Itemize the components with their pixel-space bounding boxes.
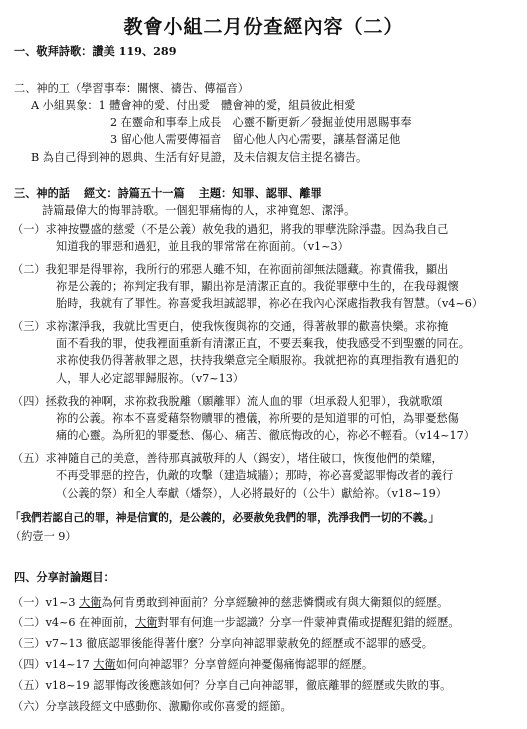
paragraph-3-line: 求祢使我仍得著赦罪之恩，扶持我樂意完全順服祢。我就把祢的真理指教有過犯的 (56, 354, 459, 367)
prayer-item: B 為自己得到神的恩典、生活有好見證，及未信親友信主提名禱告。 (31, 151, 368, 164)
intro-line: 詩篇最偉大的悔罪詩歌。一個犯罪痛悔的人，求神寬恕、潔淨。 (42, 204, 356, 217)
question-2 (12, 616, 459, 630)
section-gods-work-heading: 二、神的工（學習事奉：關懷、禱告、傳福音） (14, 82, 249, 95)
question-1 (12, 596, 448, 610)
section-worship-songs (14, 44, 177, 58)
vision-line-1: A 小組異象：1 體會神的愛、付出愛 體會神的愛，組員彼此相愛 (31, 99, 356, 112)
song-numbers: 讚美 119、289 (92, 44, 177, 58)
key-verse-reference: （約壹一 9） (10, 530, 77, 543)
paragraph-1-line: 知道我的罪惡和過犯，並且我的罪常常在祢面前。（v1~3） (56, 240, 349, 253)
question-text: 如何向神認罪？分享曾經向神憂傷痛悔認罪的經歷。 (115, 658, 374, 671)
question-6: （六）分享該段經文中感動你、激勵你或你喜愛的經節。 (12, 700, 292, 713)
paragraph-3-line: 面不看我的罪，使我裡面重新有清潔正直，不要丟棄我，使我感受不到聖靈的同在。 (56, 337, 470, 350)
paragraph-5-line: （公義的祭）和全人奉獻（燔祭），人必將最好的（公牛）獻給祢。（v18~19） (56, 487, 447, 500)
question-text: 對罪有何進一步認識？分享一件蒙神責備或提醒犯錯的經歷。 (157, 616, 460, 629)
section-label: 三、神的話 (14, 186, 70, 200)
section-label: 一、敬拜詩歌： (14, 44, 93, 58)
paragraph-3-line: （三）求祢潔淨我，我就比雪更白，使我恢復與祢的交通，得著赦罪的歡喜快樂。求祢掩 (12, 320, 449, 333)
paragraph-2-line: 祢是公義的；祢判定我有罪，顯出祢是清潔正直的。我從罪孽中生的，在我母親懷 (56, 280, 459, 293)
vision-line-3: 3 留心他人需要傳福音 留心他人內心需要，讓基督滿足他 (110, 133, 401, 146)
paragraph-4-line: 痛的心靈。為所犯的罪憂愁、傷心、痛苦、徹底悔改的心，祢必不輕看。（v14~17） (56, 429, 475, 442)
underlined-name: 大衛 (93, 658, 116, 671)
paragraph-5-line: （五）求神隨自己的美意，善待那真誠敬拜的人（錫安），堵住破口，恢復他們的榮耀， (12, 452, 443, 465)
question-text: 為何肯勇敢到神面前？分享經驗神的慈悲憐憫或有與大衛類似的經歷。 (101, 596, 449, 609)
question-4 (12, 658, 373, 672)
scripture-ref: 經文：詩篇五十一篇 (83, 186, 185, 200)
question-3: （三）v7~13 徹底認罪後能得著什麼？分享向神認罪蒙赦免的經歷或不認罪的感受。 (12, 637, 433, 650)
question-5: （五）v18~19 認罪悔改後應該如何？分享自己向神認罪，徹底離罪的經歷或失敗的事。 (12, 679, 452, 692)
paragraph-5-line: 不再受罪惡的控告，仇敵的攻擊（建造城牆）；那時，祢必喜愛認罪悔改者的義行 (56, 469, 454, 482)
underlined-name: 大衛 (79, 596, 102, 609)
vision-line-2: 2 在靈命和事奉上成長 心靈不斷更新／發掘並使用恩賜事奉 (110, 116, 412, 129)
page-title: 教會小組二月份查經內容（二） (123, 16, 404, 38)
question-prefix: （二）v4~6 在神面前， (12, 616, 135, 629)
paragraph-4-line: 祢的公義。祢本不喜愛藉祭物贖罪的禮儀，祢所要的是知道罪的可怕，為罪憂愁傷 (56, 412, 459, 425)
paragraph-3-line: 人，罪人必定認罪歸服祢。（v7~13） (56, 372, 245, 385)
section-discussion-heading: 四、分享討論題目： (14, 570, 115, 584)
underlined-name: 大衛 (135, 616, 158, 629)
paragraph-2-line: （二）我犯罪是得罪祢，我所行的邪惡人雖不知，在祢面前卻無法隱藏。祢責備我，顯出 (12, 263, 449, 276)
theme: 主題：知罪、認罪、離罪 (198, 186, 322, 200)
question-prefix: （一）v1~3 (12, 596, 80, 609)
question-prefix: （四）v14~17 (12, 658, 94, 671)
paragraph-2-line: 胎時，我就有了罪性。祢喜愛我坦誠認罪，祢必在我內心深處指教我有智慧。（v4~6） (56, 297, 484, 310)
key-verse-quote: 「我們若認自己的罪，神是信實的，是公義的，必要赦免我們的罪，洗淨我們一切的不義。」 (10, 512, 440, 524)
section-gods-word-heading (14, 186, 322, 200)
paragraph-4-line: （四）拯救我的神啊，求祢救我脫離（願離罪）流人血的罪（坦承殺人犯罪），我就歌頌 (12, 395, 443, 408)
paragraph-1-line: （一）求神按豐盛的慈愛（不是公義）赦免我的過犯，將我的罪孽洗除淨盡。因為我自己 (12, 223, 449, 236)
